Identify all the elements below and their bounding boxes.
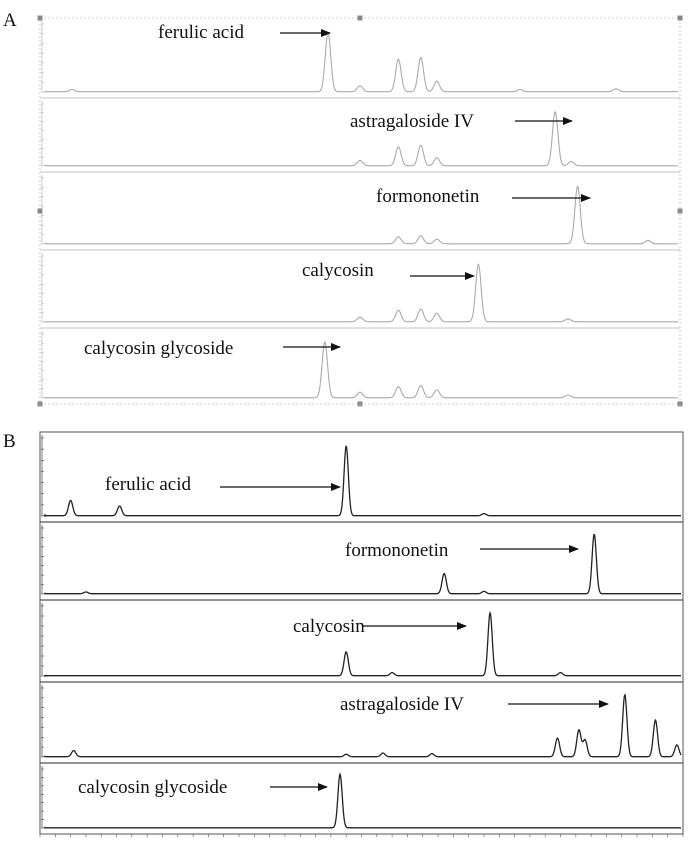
- panel-a: [38, 16, 683, 408]
- compound-label: astragaloside IV: [350, 111, 474, 132]
- trace-3: [40, 600, 683, 676]
- compound-label: ferulic acid: [158, 22, 244, 43]
- trace-1: [41, 21, 678, 92]
- panel-b: [40, 432, 683, 837]
- selection-handle: [358, 16, 363, 21]
- trace-4: [40, 682, 683, 757]
- trace-2: [40, 522, 683, 594]
- trace-3: [40, 172, 680, 244]
- trace-1: [41, 435, 681, 516]
- compound-label: calycosin glycoside: [84, 338, 234, 359]
- trace-5: [40, 328, 680, 398]
- compound-label: astragaloside IV: [340, 694, 464, 715]
- compound-label: calycosin: [302, 260, 374, 281]
- trace-5: [40, 763, 683, 828]
- compound-label: calycosin glycoside: [78, 777, 228, 798]
- panel-letter-b: B: [3, 431, 16, 452]
- panel-letter-a: A: [3, 10, 17, 31]
- selection-handle: [678, 16, 683, 21]
- selection-handle: [678, 209, 683, 214]
- compound-label: ferulic acid: [105, 474, 191, 495]
- x-axis: [40, 404, 680, 407]
- compound-label: calycosin: [293, 616, 365, 637]
- compound-label: formononetin: [345, 540, 449, 561]
- chromatogram-line: [44, 33, 678, 92]
- trace-4: [40, 250, 680, 322]
- trace-2: [40, 98, 680, 166]
- compound-label: formononetin: [376, 186, 480, 207]
- chromatogram-line: [44, 186, 678, 243]
- selection-handle: [38, 16, 43, 21]
